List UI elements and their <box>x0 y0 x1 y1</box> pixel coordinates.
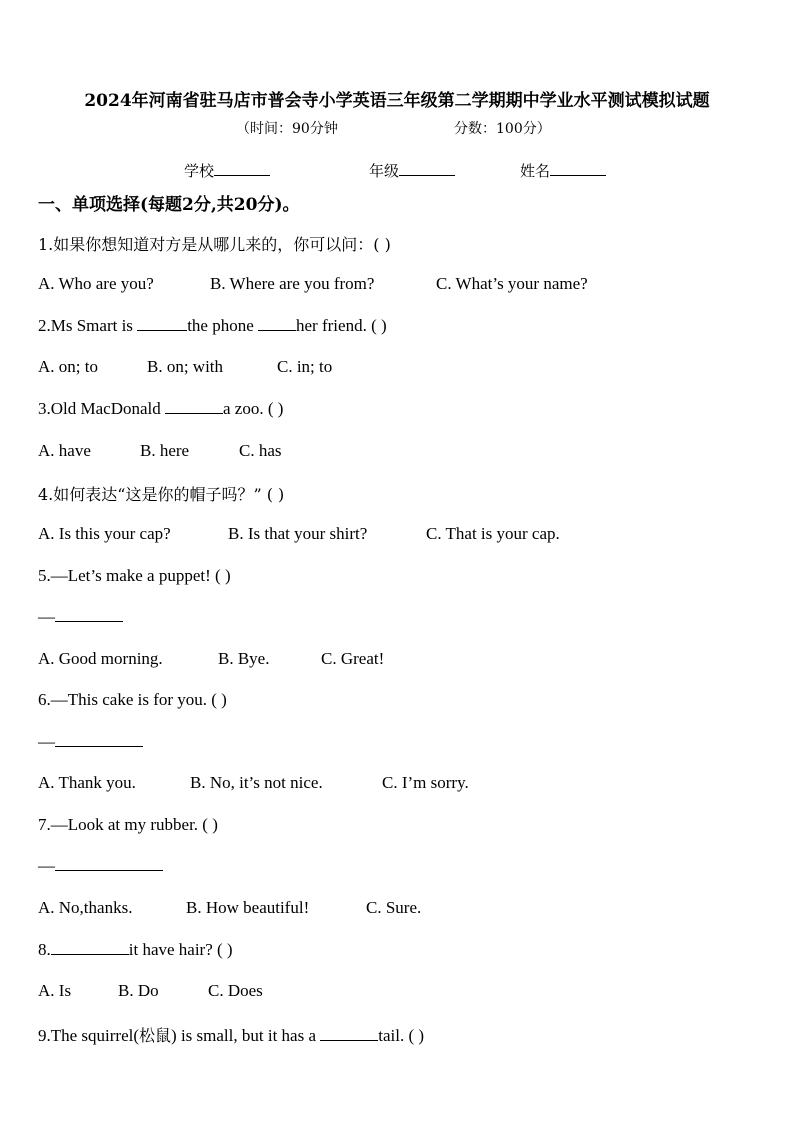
question-9-text-cn: 松鼠 <box>139 1026 172 1045</box>
question-7-option-c[interactable]: C. Sure. <box>366 898 422 917</box>
question-5-reply <box>38 607 123 627</box>
question-4-option-c[interactable]: C. That is your cap. <box>426 524 560 543</box>
question-2-stem <box>38 316 387 336</box>
question-8-stem <box>38 940 233 960</box>
question-3-text-a: 3.Old MacDonald <box>38 399 161 418</box>
question-3-stem <box>38 399 283 419</box>
question-2-text-c: her friend. ( ) <box>296 316 387 335</box>
question-3-blank[interactable] <box>165 399 223 414</box>
question-9-text-b: ) is small, but it has a <box>171 1026 317 1045</box>
question-6-blank[interactable] <box>55 732 143 747</box>
question-6-option-b[interactable]: B. No, it’s not nice. <box>190 773 323 792</box>
question-4-option-b[interactable]: B. Is that your shirt? <box>228 524 368 543</box>
exam-time: （时间：90分钟 <box>236 121 338 137</box>
school-field <box>184 160 270 181</box>
question-2-option-c[interactable]: C. in; to <box>277 357 333 376</box>
question-9-text-a: 9.The squirrel( <box>38 1026 140 1045</box>
school-label: 学校 <box>184 162 215 180</box>
question-1-option-b[interactable]: B. Where are you from? <box>210 274 375 293</box>
question-7-option-a[interactable]: A. No,thanks. <box>38 898 133 917</box>
question-2-blank-1[interactable] <box>137 316 187 331</box>
question-7-reply <box>38 856 163 876</box>
question-9-text-c: tail. ( ) <box>378 1026 425 1045</box>
question-7-blank[interactable] <box>55 856 163 871</box>
question-1-stem: 1.如果你想知道对方是从哪儿来的，你可以问：( ) <box>38 235 391 254</box>
question-6-stem: 6.—This cake is for you. ( ) <box>38 690 227 709</box>
question-5-dash: — <box>38 607 55 626</box>
question-2-option-b[interactable]: B. on; with <box>147 357 224 376</box>
question-7-option-b[interactable]: B. How beautiful! <box>186 898 310 917</box>
question-5-blank[interactable] <box>55 607 123 622</box>
question-3-option-b[interactable]: B. here <box>140 441 190 460</box>
name-label: 姓名 <box>520 162 551 180</box>
question-8-text-a: 8. <box>38 940 51 959</box>
question-2-option-a[interactable]: A. on; to <box>38 357 98 376</box>
question-3-option-a[interactable]: A. have <box>38 441 91 460</box>
question-5-option-c[interactable]: C. Great! <box>321 649 385 668</box>
question-8-option-b[interactable]: B. Do <box>118 981 159 1000</box>
question-5-stem: 5.—Let’s make a puppet! ( ) <box>38 566 231 585</box>
grade-field <box>369 160 455 181</box>
question-9-stem <box>38 1023 424 1046</box>
school-blank[interactable] <box>214 161 270 176</box>
question-9-blank[interactable] <box>320 1026 378 1041</box>
grade-blank[interactable] <box>399 161 455 176</box>
section-heading: 一、单项选择(每题2分,共20分)。 <box>38 195 300 215</box>
question-5-option-a[interactable]: A. Good morning. <box>38 649 163 668</box>
question-8-option-c[interactable]: C. Does <box>208 981 263 1000</box>
name-blank[interactable] <box>550 161 606 176</box>
question-8-text-b: it have hair? ( ) <box>128 940 233 959</box>
question-6-option-a[interactable]: A. Thank you. <box>38 773 136 792</box>
question-2-text-a: 2.Ms Smart is <box>38 316 133 335</box>
grade-label: 年级 <box>369 162 400 180</box>
question-3-text-b: a zoo. ( ) <box>223 399 284 418</box>
question-4-option-a[interactable]: A. Is this your cap? <box>38 524 171 543</box>
question-7-dash: — <box>38 856 55 875</box>
exam-title: 2024年河南省驻马店市普会寺小学英语三年级第二学期期中学业水平测试模拟试题 <box>84 91 710 111</box>
question-8-option-a[interactable]: A. Is <box>38 981 72 1000</box>
exam-score: 分数：100分） <box>454 121 551 137</box>
question-2-blank-2[interactable] <box>258 316 296 331</box>
name-field <box>520 160 606 181</box>
question-5-option-b[interactable]: B. Bye. <box>218 649 270 668</box>
question-8-blank[interactable] <box>51 940 129 955</box>
question-6-option-c[interactable]: C. I’m sorry. <box>382 773 469 792</box>
question-4-stem: 4.如何表达“这是你的帽子吗？” ( ) <box>38 485 285 504</box>
question-6-dash: — <box>38 732 55 751</box>
question-6-reply <box>38 732 143 752</box>
question-3-option-c[interactable]: C. has <box>239 441 282 460</box>
question-1-option-a[interactable]: A. Who are you? <box>38 274 154 293</box>
question-2-text-b: the phone <box>187 316 254 335</box>
question-1-option-c[interactable]: C. What’s your name? <box>436 274 588 293</box>
question-7-stem: 7.—Look at my rubber. ( ) <box>38 815 218 834</box>
